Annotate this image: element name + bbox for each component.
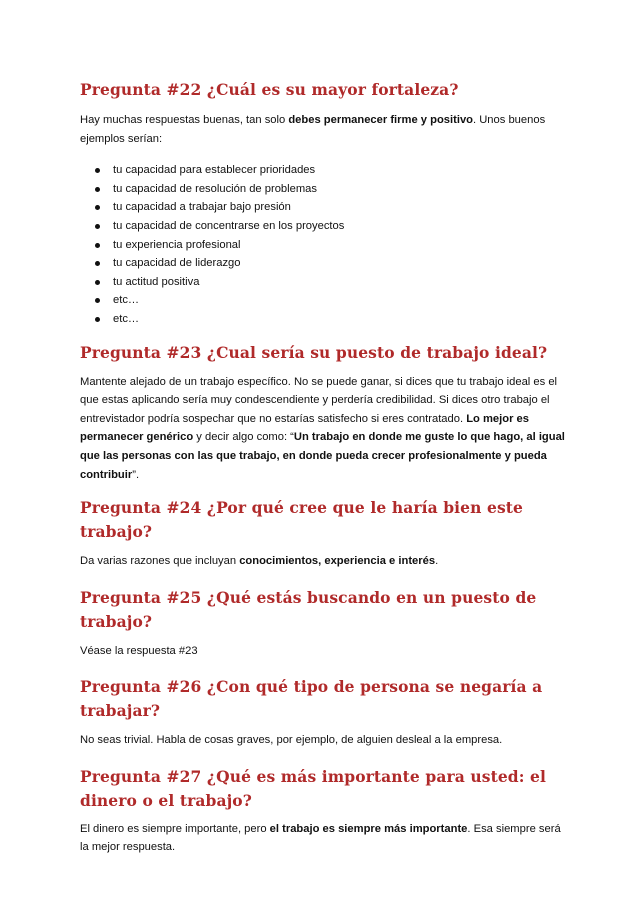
question-25-answer: Véase la respuesta #23: [80, 644, 198, 657]
list-item: etc…: [80, 291, 570, 310]
question-23-heading: Pregunta #23 ¿Cual sería su puesto de trabajo ideal?: [80, 342, 548, 362]
question-26-heading: Pregunta #26 ¿Con qué tipo de persona se negaría a trabajar?: [80, 677, 543, 721]
q24-text-b: .: [435, 555, 439, 568]
list-item: tu capacidad de resolución de problemas: [80, 180, 570, 199]
question-23-answer: [80, 373, 570, 485]
list-item: tu capacidad de concentrarse en los proyectos: [80, 217, 570, 236]
q23-text-c: ”.: [132, 468, 140, 481]
question-24-heading: Pregunta #24 ¿Por qué cree que le haría bien este trabajo?: [80, 498, 524, 542]
q22-intro-bold: debes permanecer firme y positivo: [288, 114, 474, 126]
list-item: tu experiencia profesional: [80, 236, 570, 255]
q23-bold-1: Lo mejor es permanecer genérico: [80, 412, 529, 444]
question-27-heading: Pregunta #27 ¿Qué es más importante para usted: el dinero o el trabajo?: [80, 766, 547, 810]
strengths-list: [80, 161, 570, 328]
q23-text-b: y decir algo como: “: [193, 431, 294, 444]
list-item: tu capacidad a trabajar bajo presión: [80, 198, 570, 217]
list-item: tu capacidad de liderazgo: [80, 254, 570, 273]
q27-text-a: El dinero es siempre importante, pero: [80, 822, 270, 835]
q27-bold: el trabajo es siempre más importante: [269, 822, 468, 835]
q27-text-b: . Esa siempre será la mejor respuesta.: [80, 822, 561, 854]
q22-intro-text-b: . Unos buenos ejemplos serían:: [80, 114, 546, 145]
list-item: tu capacidad para establecer prioridades: [80, 161, 570, 180]
list-item: tu actitud positiva: [80, 273, 570, 292]
question-22-heading: Pregunta #22 ¿Cuál es su mayor fortaleza?: [80, 80, 459, 99]
question-27-answer: [80, 820, 570, 857]
question-26-answer: No seas trivial. Habla de cosas graves, por ejemplo, de alguien desleal a la empresa.: [80, 734, 503, 747]
q22-intro-text-a: Hay muchas respuestas buenas, tan solo: [80, 114, 289, 126]
q23-text-a: Mantente alejado de un trabajo específico. No se puede ganar, si dices que tu trabajo ideal es el que estas aplicando sería muy condescendiente y perdería credibilidad. Si dices otro trabajo el entrevistador podría sospechar que no estarías satisfecho si eres contratado.: [80, 375, 558, 425]
q24-bold: conocimientos, experiencia e interés: [239, 555, 436, 568]
q23-bold-2: Un trabajo en donde me guste lo que hago, al igual que las personas con las que trabajo, en donde pueda crecer profesionalmente y pueda contribuir: [80, 431, 565, 481]
question-25-heading: Pregunta #25 ¿Qué estás buscando en un puesto de trabajo?: [80, 587, 537, 631]
q24-text-a: Da varias razones que incluyan: [80, 555, 240, 568]
question-22-intro: [80, 111, 570, 148]
question-24-answer: [80, 552, 570, 571]
document-page: [80, 78, 570, 857]
list-item: etc…: [80, 310, 570, 329]
